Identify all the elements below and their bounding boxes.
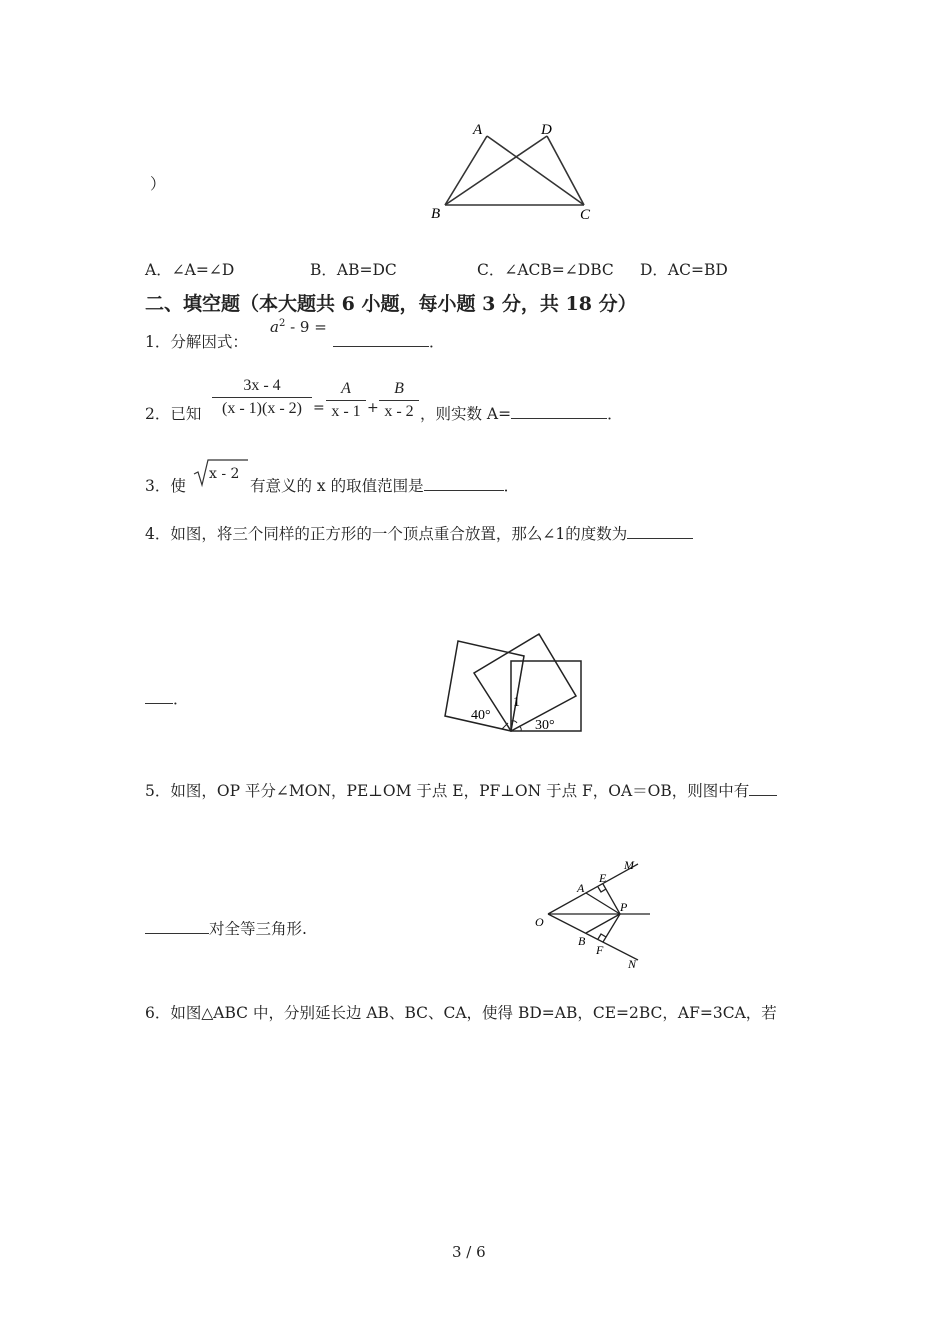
q2-fraction-b: B x - 2	[379, 380, 419, 421]
label-A: A	[577, 881, 585, 895]
option-d: D．AC=BD	[640, 261, 728, 279]
q1-prefix: 1．分解因式：	[145, 333, 248, 351]
q1-answer-blank: ．	[333, 330, 445, 352]
option-b: B．AB=DC	[310, 261, 397, 279]
q3-prefix: 3．使	[145, 477, 186, 495]
q2-suffix: ，则实数 A= ．	[420, 405, 623, 423]
q3-radicand: x - 2	[209, 466, 240, 482]
label-M: M	[624, 858, 634, 872]
option-a: A．∠A=∠D	[145, 261, 235, 279]
label-P: P	[620, 900, 628, 914]
q4-text: 4．如图，将三个同样的正方形的一个顶点重合放置，那么∠1的度数为	[145, 522, 693, 544]
label-F: F	[596, 943, 604, 957]
angle-40-label: 40°	[471, 708, 491, 723]
three-squares-figure	[438, 628, 588, 736]
angle-1-label: 1	[513, 695, 520, 710]
q6-text: 6．如图△ABC 中，分别延长边 AB、BC、CA，使得 BD=AB，CE=2BC，AF=3CA，若	[145, 1004, 777, 1022]
label-N: N	[628, 957, 637, 971]
label-B: B	[431, 206, 441, 222]
label-C: C	[580, 207, 591, 223]
q1-expression: $a^2 - 9$ =	[270, 318, 327, 336]
q2-equals: =	[313, 400, 325, 416]
section-heading: 二、填空题（本大题共 6 小题，每小题 3 分，共 18 分）	[145, 293, 637, 315]
q2-prefix: 2．已知	[145, 405, 202, 423]
label-E: E	[599, 871, 607, 885]
label-B: B	[578, 934, 586, 948]
closing-paren: ）	[150, 175, 166, 193]
q2-fraction-a: A x - 1	[326, 380, 366, 421]
label-O: O	[535, 915, 544, 929]
label-A: A	[473, 122, 483, 138]
angle-bisector-figure	[530, 856, 660, 974]
q5-cont: 对全等三角形.	[145, 917, 307, 939]
page-number: 3 / 6	[452, 1243, 486, 1261]
q3-suffix: 有意义的 x 的取值范围是 ．	[250, 477, 520, 495]
option-c: C．∠ACB=∠DBC	[477, 261, 614, 279]
crossing-triangles-figure	[425, 118, 600, 228]
angle-30-label: 30°	[535, 718, 555, 733]
q2-main-fraction: 3x - 4 (x - 1)(x - 2)	[212, 377, 312, 418]
q4-cont: ．	[145, 687, 189, 709]
q5-text: 5．如图，OP 平分∠MON，PE⊥OM 于点 E，PF⊥ON 于点 F，OA＝OB，则图中有	[145, 779, 777, 801]
q2-plus: +	[367, 400, 379, 416]
label-D: D	[541, 122, 552, 138]
